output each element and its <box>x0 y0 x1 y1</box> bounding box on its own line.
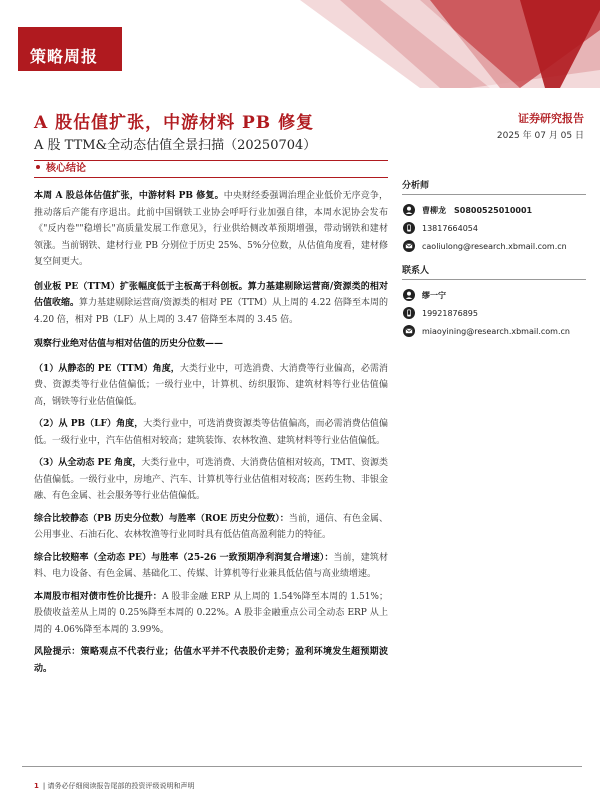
paragraph-lead: 创业板 PE（TTM）扩张幅度低于主板高于科创板。算力基建剔除运营商/资源类的相对估值收缩。 <box>34 281 388 308</box>
report-date: 2025 年 07 月 05 日 <box>496 131 584 141</box>
analyst-email-row <box>402 237 586 255</box>
analyst-email[interactable]: caoliulong@research.xbmail.com.cn <box>422 241 567 251</box>
person-icon <box>402 288 416 302</box>
report-subtitle: A 股 TTM&全动态估值全景扫描（20250704） <box>34 138 317 153</box>
paragraph-lead: （3）从全动态 PE 角度， <box>34 458 142 468</box>
core-conclusions-heading <box>34 160 388 178</box>
footer-divider <box>22 766 582 767</box>
paragraph <box>34 511 388 544</box>
paragraph <box>34 589 388 639</box>
analyst-name-row <box>402 201 586 219</box>
paragraph-body: 中央财经委强调治理企业低价无序竞争，推动落后产能有序退出。此前中国钢铁工业协会呼吁行业加强自律，本周水泥协会发布《"反内卷""稳增长"高质量发展工作意见》，行业供给侧改革预期增强，带动钢铁和建材领涨。当前钢铁、建材行业 PB 分别位于历史 25%、5%分位数，从估值角度看，建材修复空间更大。 <box>34 191 388 267</box>
risk-warning <box>34 644 388 677</box>
contact-name-row <box>402 286 586 304</box>
analyst-name: 曹柳龙 <box>422 205 446 215</box>
paragraph-body: 当前，通信、有色金属、公用事业、石油石化、农林牧渔等行业同时具有低估值高盈利能力的特征。 <box>34 513 388 540</box>
paragraph <box>34 550 388 583</box>
paragraph <box>34 336 388 353</box>
paragraph <box>34 416 388 449</box>
paragraph-lead: 风险提示：策略观点不代表行业；估值水平并不代表股价走势；盈利环境发生超预期波动。 <box>34 647 388 674</box>
section-heading-label: 核心结论 <box>46 163 86 174</box>
paragraph <box>34 188 388 271</box>
author-panel <box>402 178 586 340</box>
footer-disclaimer: | 请务必仔细阅读报告尾部的投资评级说明和声明 <box>42 782 195 790</box>
phone-icon <box>402 306 416 320</box>
analyst-phone: 13817664054 <box>422 223 478 233</box>
core-conclusions <box>34 160 388 677</box>
contact-phone: 19921876895 <box>422 308 478 318</box>
contact-phone-row <box>402 304 586 322</box>
email-icon <box>402 239 416 253</box>
contact-heading: 联系人 <box>402 263 586 280</box>
paragraph-body: 当前，建筑材料、电力设备、有色金属、基础化工、传媒、计算机等行业兼具低估值与高业绩增速。 <box>34 552 388 579</box>
paragraph-lead: 本周 A 股总体估值扩张，中游材料 PB 修复。 <box>34 191 224 201</box>
phone-icon <box>402 221 416 235</box>
paragraph <box>34 279 388 329</box>
paragraph-lead: 本周股市相对债市性价比提升： <box>34 591 162 602</box>
analyst-heading: 分析师 <box>402 178 586 195</box>
paragraph-body: 大类行业中，可选消费资源类等估值偏高，而必需消费估值偏低。一级行业中，汽车估值相对较高；建筑装饰、农林牧渔、建筑材料等行业估值偏低。 <box>34 419 388 446</box>
paragraph-body: 算力基建剔除运营商/资源类的相对 PE（TTM）从上周的 4.22 倍降至本周的 4.20 倍，相对 PB（LF）从上周的 3.47 倍降至本周的 3.45 倍。 <box>34 298 388 325</box>
header-banner <box>0 0 600 88</box>
paragraph-lead: 综合比较赔率（全动态 PE）与胜率（25-26 一致预期净利润复合增速）： <box>34 552 334 563</box>
contact-email-row <box>402 322 586 340</box>
report-category-label: 策略周报 <box>30 47 99 66</box>
paragraph-body: 大类行业中，可选消费、大消费估值相对较高，TMT、资源类估值偏低。一级行业中，房地产、汽车、计算机等行业估值相对较高；医药生物、非银金融、有色金属、社会服务等行业估值偏低。 <box>34 458 388 501</box>
report-title: A 股估值扩张，中游材料 PB 修复 <box>34 113 315 133</box>
bullet-icon <box>36 165 40 169</box>
paragraph-lead: 观察行业绝对估值与相对估值的历史分位数—— <box>34 339 224 349</box>
analyst-cert: S0800525010001 <box>454 205 533 215</box>
paragraph <box>34 361 388 411</box>
report-type: 证券研究报告 <box>518 112 584 125</box>
email-icon <box>402 324 416 338</box>
paragraph-body: 大类行业中，可选消费、大消费等行业偏高，必需消费、资源类等行业估值偏低；一级行业中，计算机、纺织服饰、建筑材料等行业估值偏高，钢铁等行业估值偏低。 <box>34 363 388 407</box>
paragraph-lead: （1）从静态的 PE（TTM）角度， <box>34 363 180 374</box>
paragraph <box>34 455 388 505</box>
page-number: 1 <box>34 782 39 790</box>
paragraph-lead: （2）从 PB（LF）角度， <box>34 419 144 429</box>
footer <box>34 781 194 791</box>
paragraph-lead: 综合比较静态（PB 历史分位数）与胜率（ROE 历史分位数）： <box>34 513 289 524</box>
analyst-phone-row <box>402 219 586 237</box>
paragraph-body: A 股非金融 ERP 从上周的 1.54%降至本周的 1.51%；股债收益差从上周的 0.25%降至本周的 0.22%。A 股非金融重点公司全动态 ERP 从上周的 4.06%降至本周的 3.99%。 <box>34 591 388 635</box>
contact-name: 缪一宁 <box>422 290 446 300</box>
person-icon <box>402 203 416 217</box>
contact-email[interactable]: miaoyining@research.xbmail.com.cn <box>422 326 570 336</box>
